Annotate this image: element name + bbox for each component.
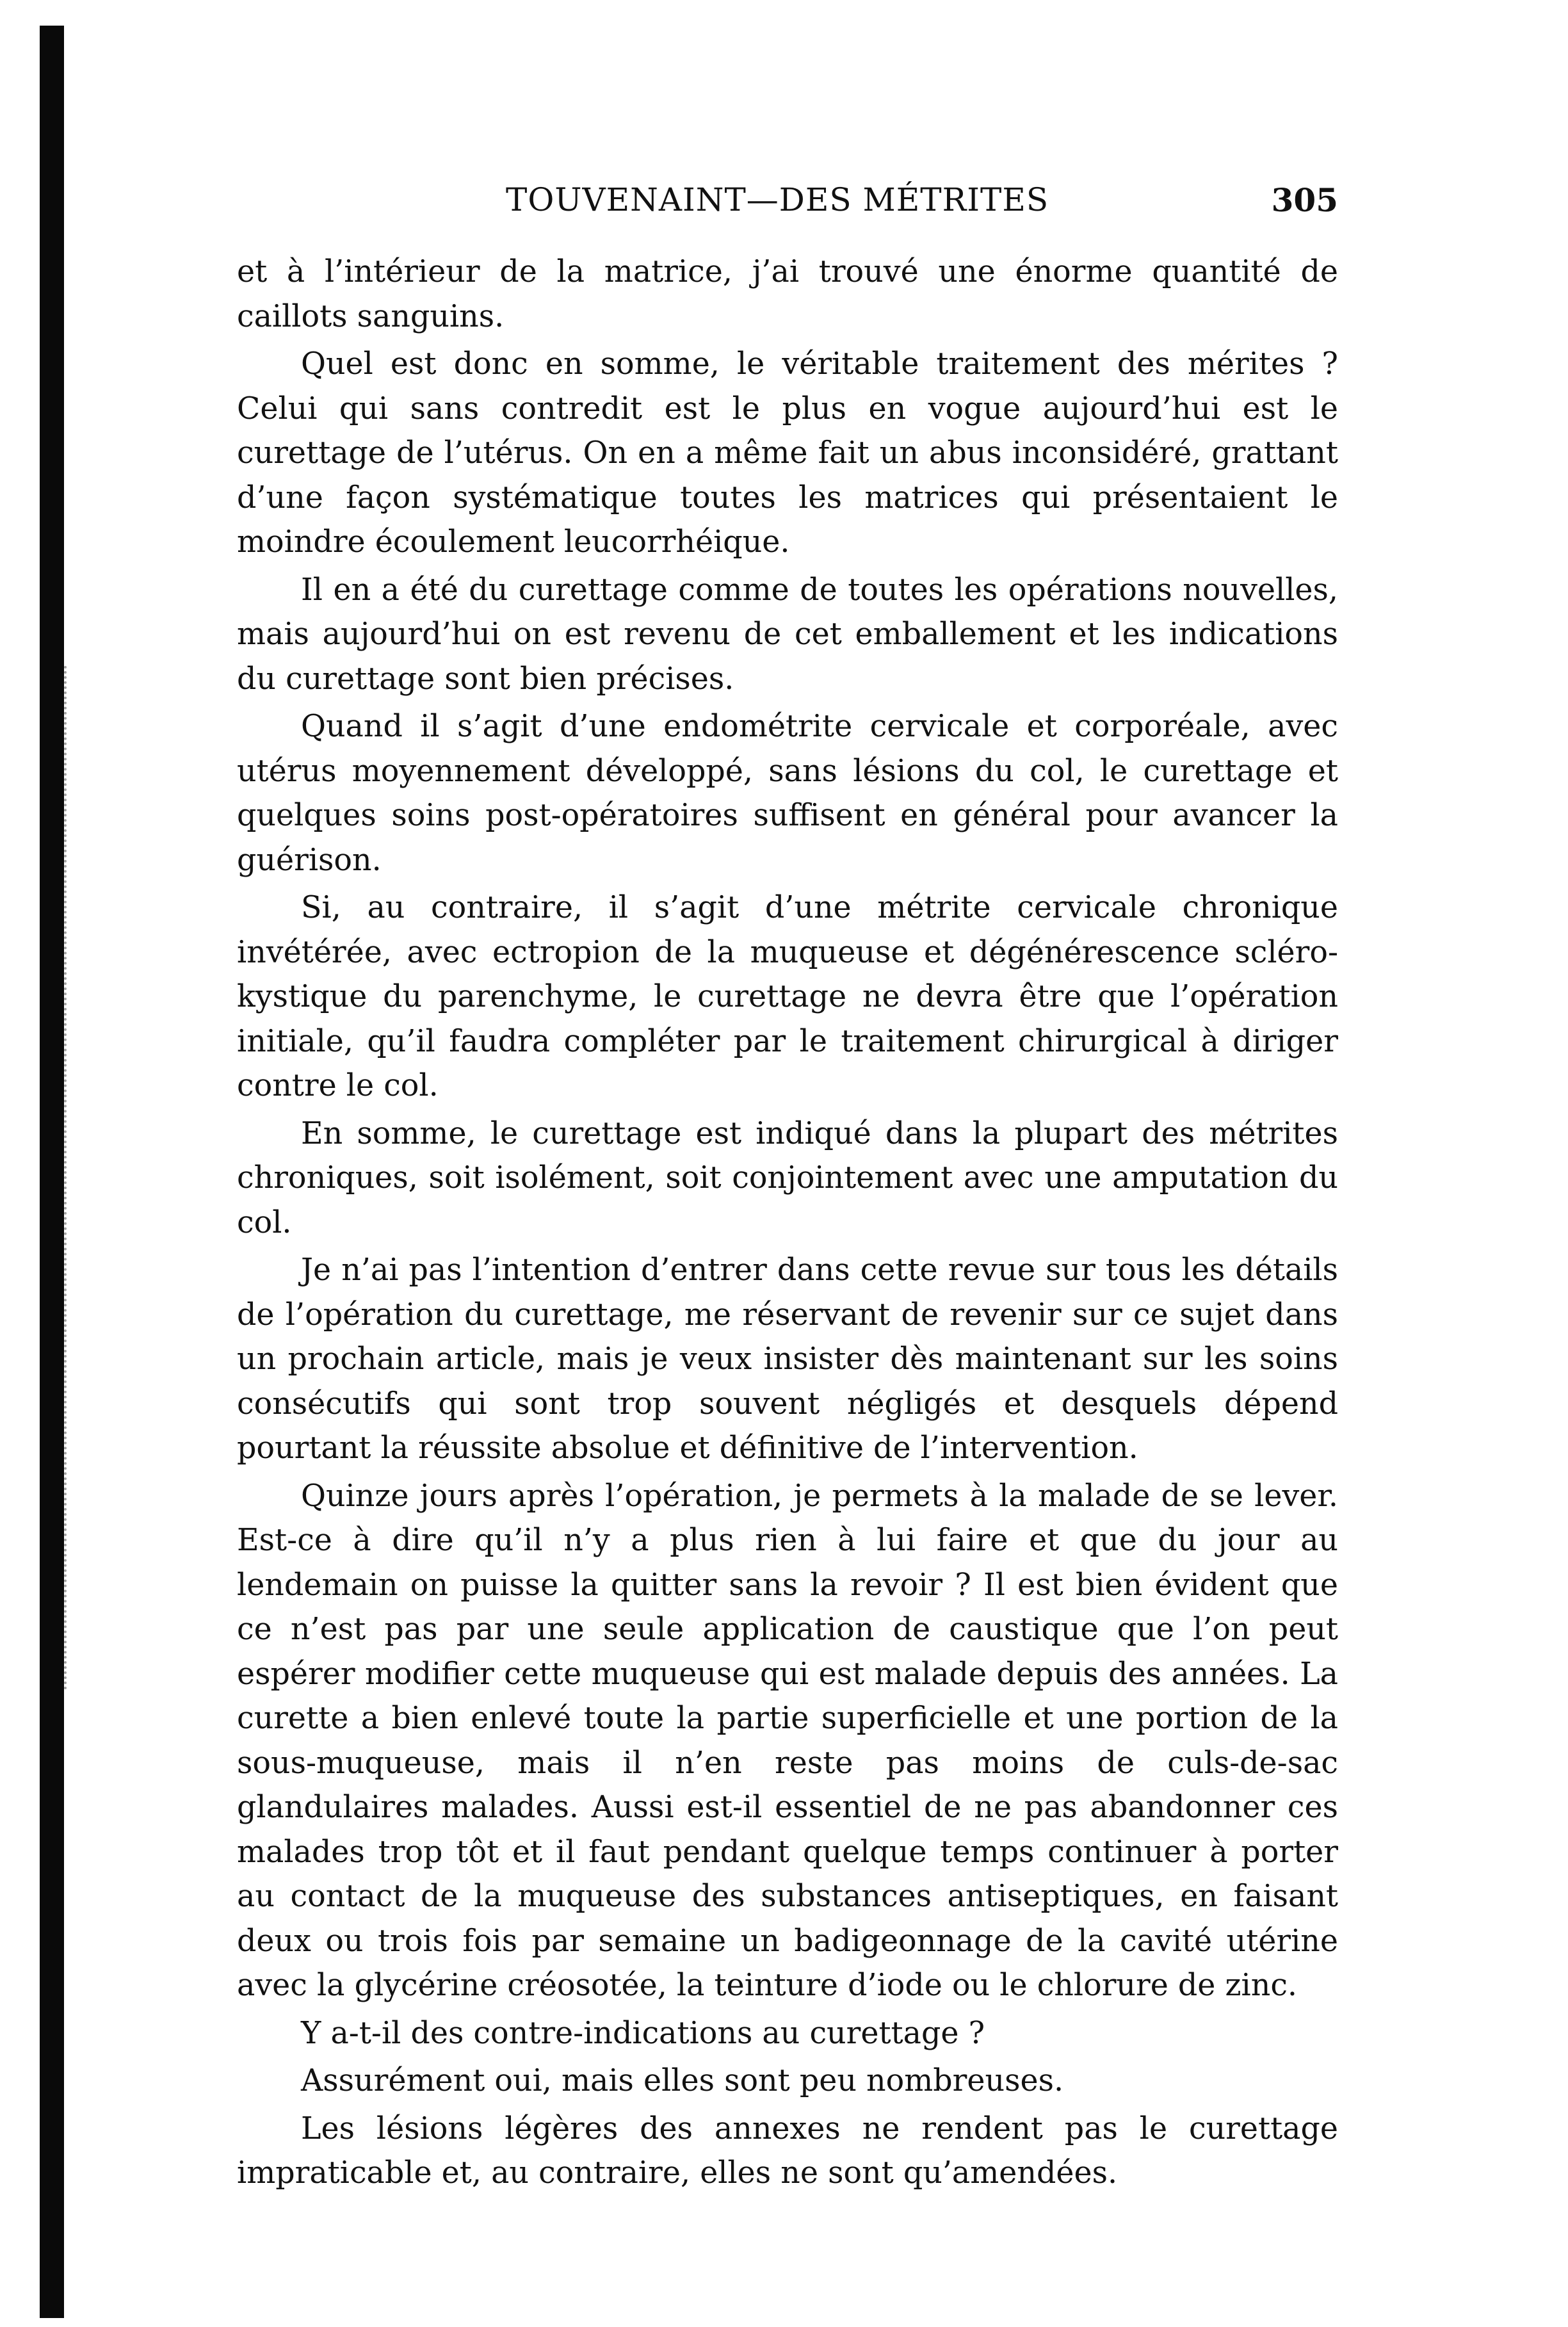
- paragraph-4: Quand il s’agit d’une endométrite cervicale et corporéale, avec utérus moyennement développé, sans lésions du col, le curettage et quelques soins post-opératoires suffisent en général pour avancer la guérison.: [237, 709, 1338, 878]
- paragraph-5: Si, au contraire, il s’agit d’une métrite cervicale chronique invétérée, avec ectropion de la muqueuse et dégénérescence scléro-kystique du parenchyme, le curettage ne devra être que l’opération initiale, qu’il faudra compléter par le traitement chirurgical à diriger contre le col.: [237, 890, 1338, 1103]
- running-title: TOUVENAINT—DES MÉTRITES: [506, 181, 1049, 218]
- paragraph-8: Quinze jours après l’opération, je permets à la malade de se lever. Est-ce à dire qu’il n’y a plus rien à lui faire et que du jour au lendemain on puisse la quitter sans la revoir ? Il est bien évident que ce n’est pas par une seule application de caustique que l’on peut espérer modifier cette muqueuse qui est malade depuis des années. La curette a bien enlevé toute la partie superficielle et une portion de la sous-muqueuse, mais il n’en reste pas moins de culs-de-sac glandulaires malades. Aussi est-il essentiel de ne pas abandonner ces malades trop tôt et il faut pendant quelque temps continuer à porter au contact de la muqueuse des substances antiseptiques, en faisant deux ou trois fois par semaine un badigeonnage de la cavité utérine avec la glycérine créosotée, la teinture d’iode ou le chlorure de zinc.: [237, 1478, 1338, 2003]
- paragraph-1: et à l’intérieur de la matrice, j’ai trouvé une énorme quantité de caillots sanguins.: [237, 254, 1338, 334]
- paragraph-6: En somme, le curettage est indiqué dans la plupart des métrites chroniques, soit isolément, soit conjointement avec une amputation du col.: [237, 1115, 1338, 1240]
- binding-specks: [64, 666, 73, 1691]
- page-binding-edge: [40, 26, 64, 2318]
- paragraph-3: Il en a été du curettage comme de toutes les opérations nouvelles, mais aujourd’hui on est revenu de cet emballement et les indications du curettage sont bien précises.: [237, 572, 1338, 697]
- paragraph-2: Quel est donc en somme, le véritable traitement des mérites ? Celui qui sans contredit est le plus en vogue aujourd’hui est le curettage de l’utérus. On en a même fait un abus inconsidéré, grattant d’une façon systématique toutes les matrices qui présentaient le moindre écoulement leucorrhéique.: [237, 346, 1338, 560]
- paragraph-7: Je n’ai pas l’intention d’entrer dans cette revue sur tous les détails de l’opération du curettage, me réservant de revenir sur ce sujet dans un prochain article, mais je veux insister dès maintenant sur les soins consécutifs qui sont trop souvent négligés et desquels dépend pourtant la réussite absolue et définitive de l’intervention.: [237, 1253, 1338, 1466]
- paragraph-11: Les lésions légères des annexes ne rendent pas le curettage impraticable et, au contraire, elles ne sont qu’amendées.: [237, 2111, 1338, 2191]
- page-number: 305: [1271, 181, 1338, 219]
- paragraph-9: Y a-t-il des contre-indications au curettage ?: [301, 2015, 985, 2051]
- page-header: [237, 176, 1338, 227]
- paragraph-10: Assurément oui, mais elles sont peu nombreuses.: [301, 2063, 1064, 2098]
- text-body: [237, 250, 1338, 2199]
